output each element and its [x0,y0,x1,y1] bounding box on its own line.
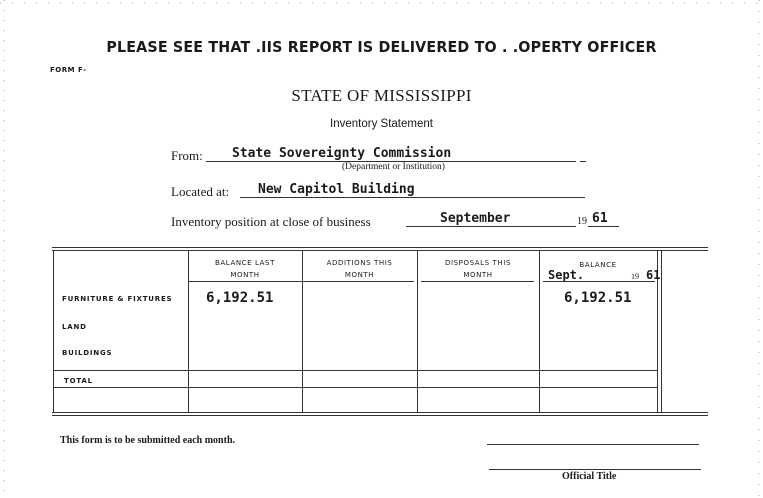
from-label: From: [171,148,203,163]
position-year-underline [588,226,619,227]
from-value: State Sovereignty Commission [232,146,452,161]
title-line [489,469,701,470]
state-title: STATE OF MISSISSIPPI [291,86,472,105]
col-additions-line2: MONTH [344,271,375,279]
located-value: New Capitol Building [258,182,415,197]
col-divider-5b [661,251,662,412]
col-balance-header: BALANCE [579,261,617,269]
table-bottom-rule [52,412,708,413]
footer-note: This form is to be submitted each month. [60,435,236,446]
position-year-suffix: 61 [592,211,608,226]
form-number: FORM F- [50,66,87,74]
total-bottom-rule [53,387,658,388]
position-year-prefix: 19 [577,216,587,227]
from-caption: (Department or Institution) [342,162,445,172]
furniture-balance-last-value: 6,192.51 [206,290,274,306]
col-balance-last-header [188,257,302,281]
col-disposals-header [417,257,539,281]
table-top-rule [52,247,708,248]
row-total-label: TOTAL [64,377,93,385]
col-balance-year-suffix: 61 [646,268,661,282]
total-top-rule [53,370,658,371]
col-disposals-line1: DISPOSALS THIS [444,259,511,267]
position-label: Inventory position at close of business [171,214,371,229]
col-balance-year-prefix: 19 [631,272,639,281]
furniture-balance-value: 6,192.51 [564,290,632,306]
header-underline-b [421,281,534,282]
col-balance-last-line2: MONTH [230,271,260,279]
table-bottom-rule-2 [52,415,708,416]
header-underline-a [188,281,414,282]
from-underline-end [580,161,586,162]
row-buildings-label: BUILDINGS [62,349,113,357]
col-balance-month: Sept. [548,268,585,282]
table-top-rule-2 [52,250,708,251]
official-title-label: Official Title [562,471,617,482]
located-underline [240,197,585,198]
col-additions-line1: ADDITIONS THIS [326,259,393,267]
delivery-notice: PLEASE SEE THAT .IIS REPORT IS DELIVERED TO . .OPERTY OFFICER [106,38,657,56]
position-underline [406,226,576,227]
col-disposals-line2: MONTH [463,271,493,279]
position-month: September [440,211,511,226]
document-subtitle: Inventory Statement [330,118,433,130]
located-label: Located at: [171,184,230,199]
row-land-label: LAND [62,323,87,331]
signature-line [487,444,699,445]
col-balance-last-line1: BALANCE LAST [215,259,275,267]
col-additions-header [302,257,417,281]
row-furniture-label: FURNITURE & FIXTURES [62,295,173,303]
